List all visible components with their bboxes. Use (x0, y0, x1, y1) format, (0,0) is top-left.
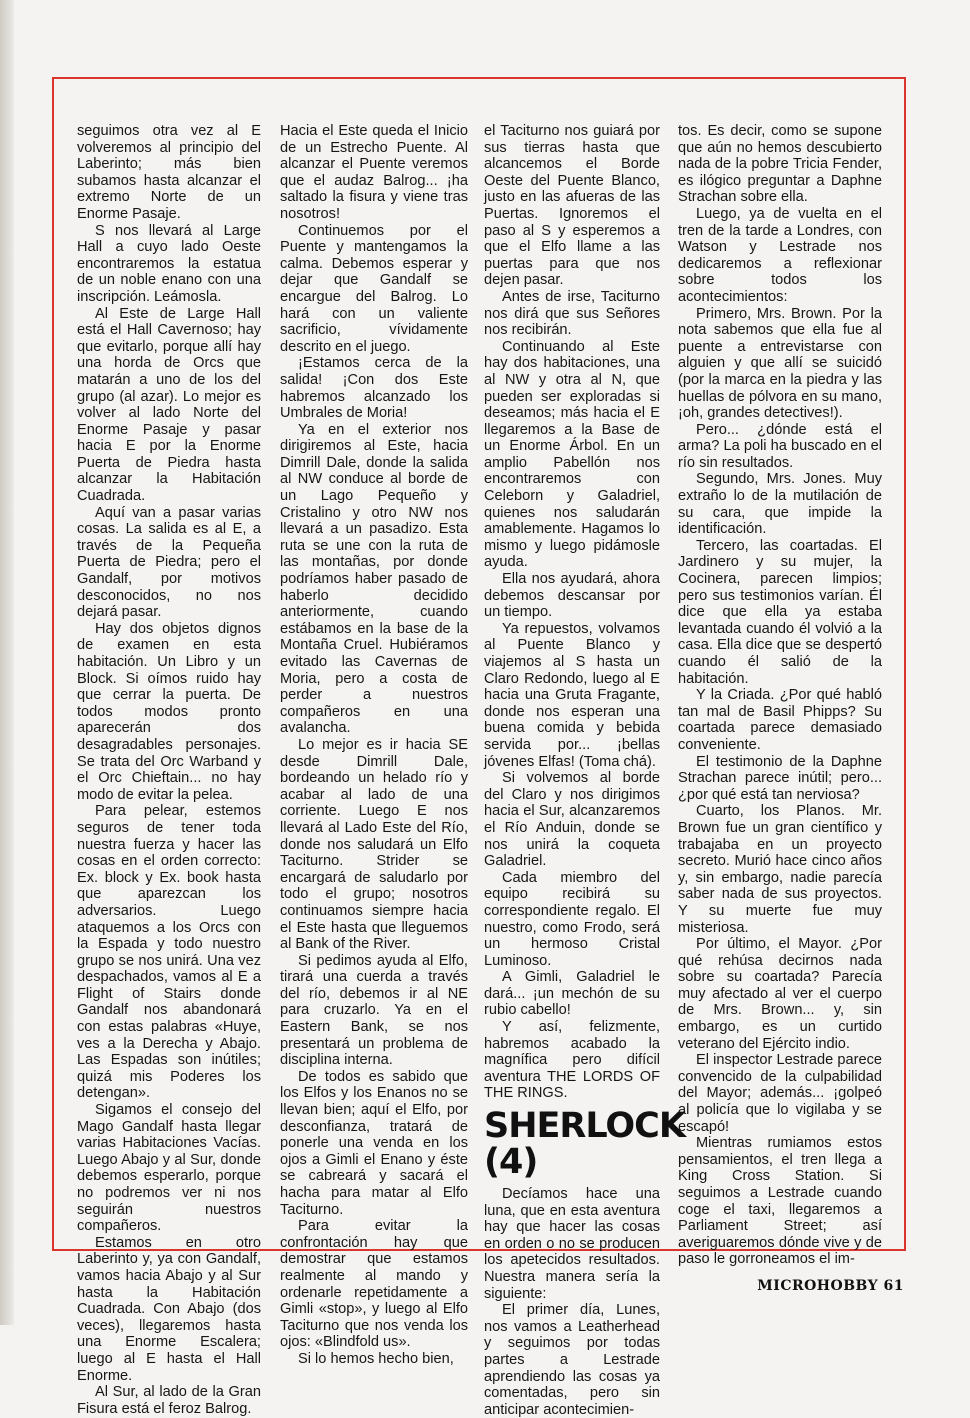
paragraph: seguimos otra vez al E volveremos al principio del Laberinto; más bien subamos hasta alcanzar el extremo Norte de un Enorme Pasaje. (77, 123, 261, 222)
paragraph: Ya repuestos, volvamos al Puente Blanco y viajemos al S hasta un Claro Redondo, luego al E hacia una Gruta Fragante, donde nos esperan una buena comida y bebida servida por... ¡bellas jóvenes Elfas! (Toma chá). (484, 620, 660, 770)
paragraph: Primero, Mrs. Brown. Por la nota sabemos que ella fue al puente a entrevistarse con alguien y que allí se suicidó (por la marca en la piedra y las huellas de pólvora en su mano, ¡oh, grandes detectives!). (678, 305, 882, 422)
paragraph: Antes de irse, Taciturno nos dirá que sus Señores nos recibirán. (484, 288, 660, 339)
paragraph: Y así, felizmente, habremos acabado la magnífica pero difícil aventura THE LORDS OF THE RINGS. (484, 1019, 660, 1102)
paragraph: A Gimli, Galadriel le dará... ¡un mechón de su rubio cabello! (484, 969, 660, 1019)
paragraph: Ya en el exterior nos dirigiremos al Este, hacia Dimrill Dale, donde la salida al NW conduce al borde de un Lago Pequeño y Cristalino y otro NW nos llevará a un pasadizo. Esta ruta se une con la ruta de las montañas, por donde podríamos haber pasado de haberlo decidido anteriormente, cuando estábamos en la base de la Montaña Cruel. Hubiéramos evitado las Cavernas de Moria, pero a costa de perder a nuestros compañeros en una avalancha. (280, 421, 468, 737)
paragraph: Para pelear, estemos seguros de tener toda nuestra fuerza y hacer las cosas en el orden correcto: Ex. block y Ex. book hasta que aparezcan los adversarios. Luego ataquemos a los Orcs con la Espada y todo nuestro grupo se nos unirá. Una vez despachados, vamos al E a Flight of Stairs donde Gandalf nos abandonará con estas palabras «Huye, ves a la Derecha y Abajo. Las Espadas son inútiles; quizá mis Poderes los detengan». (77, 803, 261, 1102)
paragraph: el Taciturno nos guiará por sus tierras hasta que alcancemos el Borde Oeste del Puente Blanco, justo en las afueras de las Puertas. Ignoremos el paso al S y esperemos a que el Elfo llame a las puertas para que nos dejen pasar. (484, 123, 660, 289)
paragraph: Estamos en otro Laberinto y, ya con Gandalf, vamos hacia Abajo y al Sur hasta la Habitación Cuadrada. Con Abajo (dos veces), llegaremos hasta una Enorme Escalera; luego al E hasta el Hall Enorme. (77, 1234, 261, 1384)
page-footer: MICROHOBBY 61 (757, 1278, 904, 1294)
paragraph: Y la Criada. ¿Por qué habló tan mal de Basil Phipps? Su coartada parece demasiado conveniente. (678, 687, 882, 753)
paragraph: S nos llevará al Large Hall a cuyo lado Oeste encontraremos la estatua de un noble enano con una inscripción. Leámosla. (77, 222, 261, 305)
paragraph: Tercero, las coartadas. El Jardinero y su mujer, la Cocinera, parecen limpios; pero sus testimonios varían. Él dice que ella ya estaba levantada cuando él volvió a la casa. Ella dice que se despertó cuando él salió de la habitación. (678, 537, 882, 687)
paragraph: Segundo, Mrs. Jones. Muy extraño lo de la mutilación de su cara, que impide la identificación. (678, 471, 882, 538)
paragraph: Hacia el Este queda el Inicio de un Estrecho Puente. Al alcanzar el Puente veremos que el audaz Balrog... ¡ha saltado la fisura y viene tras nosotros! (280, 123, 468, 222)
paragraph: Lo mejor es ir hacia SE desde Dimrill Dale, bordeando un helado río y acabar al lado de una corriente. Luego E nos llevará al Lado Este del Río, donde nos saludará un Elfo Taciturno. Strider se encargará de saludarlo por todo el grupo; nosotros continuamos siempre hacia el Este hasta que lleguemos al Bank of the River. (280, 736, 468, 953)
page-binding-edge (0, 0, 14, 1325)
paragraph: Si pedimos ayuda al Elfo, tirará una cuerda a través del río, debemos ir al NE para cruzarlo. Ya en el Eastern Bank, se nos presentará un problema de disciplina interna. (280, 952, 468, 1069)
paragraph: Sigamos el consejo del Mago Gandalf hasta llegar varias Habitaciones Vacías. Luego Abajo y al Sur, donde debemos esperarlo, porque no podremos ver ni nos seguirán nuestros compañeros. (77, 1102, 261, 1235)
paragraph: Pero... ¿dónde está el arma? La poli ha buscado en el río sin resultados. (678, 421, 882, 471)
paragraph: Luego, ya de vuelta en el tren de la tarde a Londres, con Watson y Lestrade nos dedicaremos a reflexionar sobre todos los acontecimientos: (678, 205, 882, 305)
paragraph: tos. Es decir, como se supone que aún no hemos descubierto nada de la pobre Tricia Fender, es ilógico preguntar a Daphne Strachan sobre ella. (678, 123, 882, 206)
text-column-1 (77, 123, 261, 1417)
text-column-3 (484, 123, 685, 1418)
paragraph: Para evitar la confrontación hay que demostrar que estamos realmente al mando y ordenarle repetidamente a Gimli «stop», y luego al Elfo Taciturno que nos venda los ojos: «Blindfold us». (280, 1218, 468, 1351)
paragraph: ¡Estamos cerca de la salida! ¡Con dos Este habremos alcanzado los Umbrales de Moria! (280, 355, 468, 422)
text-column-4 (678, 123, 882, 1268)
paragraph: De todos es sabido que los Elfos y los Enanos no se llevan bien; aquí el Elfo, por desconfianza, tratará de ponerle una venda en los ojos a Gimli el Enano y éste se cabreará y sacará el hacha para matar al Elfo Taciturno. (280, 1068, 468, 1218)
paragraph: El testimonio de la Daphne Strachan parece inútil; pero... ¿por qué está tan nerviosa? (678, 753, 882, 803)
paragraph: Si volvemos al borde del Claro y nos dirigimos hacia el Sur, alcanzaremos el Río Anduin, donde se nos unirá la coqueta Galadriel. (484, 770, 660, 870)
paragraph: Si lo hemos hecho bien, (298, 1350, 454, 1367)
paragraph: Por último, el Mayor. ¿Por qué rehúsa decirnos nada sobre su coartada? Parecía muy afectado al ver el cuerpo de Mrs. Brown... y, sin embargo, es un curtido veterano del Ejército indio. (678, 936, 882, 1052)
section-heading: SHERLOCK (4) (484, 1106, 685, 1183)
paragraph: Cada miembro del equipo recibirá su correspondiente regalo. El nuestro, como Frodo, será un hermoso Cristal Luminoso. (484, 869, 660, 969)
paragraph: Continuemos por el Puente y mantengamos la calma. Debemos esperar y dejar que Gandalf se encargue del Balrog. Lo hará con un valiente sacrificio, vívidamente descrito en el juego. (280, 222, 468, 355)
paragraph: Cuarto, los Planos. Mr. Brown fue un gran científico y trabajaba en un proyecto secreto. Murió hace cinco años y, sin embargo, nadie parecía saber nada de sus proyectos. Y su muerte fue muy misteriosa. (678, 803, 882, 936)
paragraph: Hay dos objetos dignos de examen en esta habitación. Un Libro y un Block. Si oímos ruido hay que cerrar la puerta. De todos modos pronto aparecerán dos desagradables personajes. Se trata del Orc Warband y el Orc Chieftain... no hay modo de evitar la pelea. (77, 620, 261, 803)
paragraph: Decíamos hace una luna, que en esta aventura hay que hacer las cosas en orden o no se producen los apetecidos resultados. Nuestra manera sería la siguiente: (484, 1186, 660, 1302)
paragraph: Al Sur, al lado de la Gran Fisura está el feroz Balrog. (77, 1384, 261, 1417)
paragraph: Continuando al Este hay dos habitaciones, una al NW y otra al N, que pueden ser exploradas si deseamos; más hacia el E llegaremos a la Base de un Enorme Árbol. En un amplio Pabellón nos encontraremos con Celeborn y Galadriel, quienes nos saludarán amablemente. Hagamos lo mismo y luego pidámosle ayuda. (484, 338, 660, 571)
paragraph: Al Este de Large Hall está el Hall Cavernoso; hay que evitarlo, porque allí hay una horda de Orcs que matarán a uno de los del grupo (al azar). Lo mejor es volver al lado Norte del Enorme Pasaje y pasar hacia E por la Enorme Puerta de Piedra hasta alcanzar la Habitación Cuadrada. (77, 305, 261, 505)
paragraph: El primer día, Lunes, nos vamos a Leatherhead y seguimos por todas partes a Lestrade aprendiendo las cosas ya comentadas, pero sin anticipar acontecimien- (484, 1302, 660, 1418)
paragraph: El inspector Lestrade parece convencido de la culpabilidad del Mayor; además... ¡golpeó al policía que lo vigilaba y se escapó! (678, 1052, 882, 1135)
paragraph: Aquí van a pasar varias cosas. La salida es al E, a través de la Pequeña Puerta de Piedra; pero el Gandalf, por motivos desconocidos, no nos dejará pasar. (77, 504, 261, 621)
text-column-2 (280, 123, 468, 1368)
paragraph: Ella nos ayudará, ahora debemos descansar por un tiempo. (484, 571, 660, 621)
paragraph: Mientras rumiamos estos pensamientos, el tren llega a King Cross Station. Si seguimos a Lestrade cuando coge el taxi, llegaremos a Parliament Street; así averiguaremos dónde vive y de paso le gorroneamos el im- (678, 1135, 882, 1268)
